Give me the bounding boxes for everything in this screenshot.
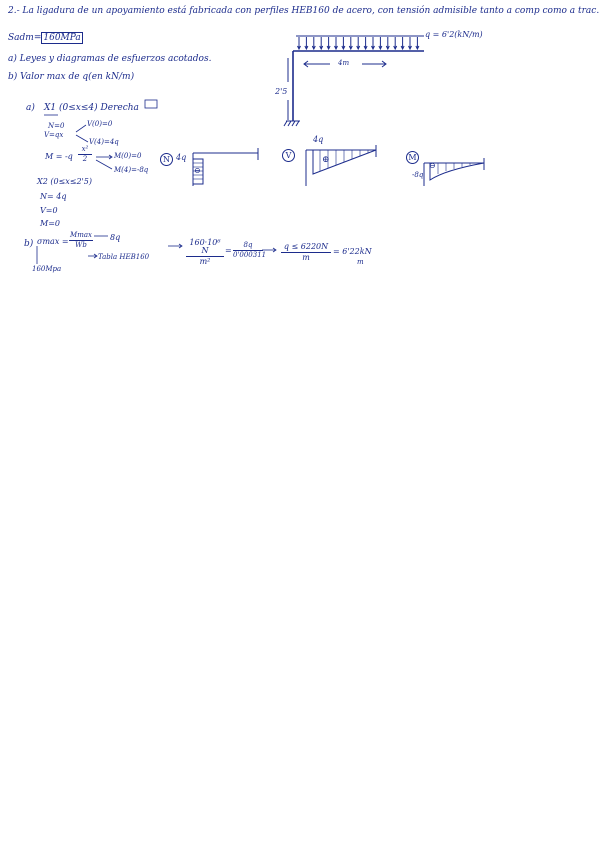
result-num: q ≤ 6220N <box>281 243 331 253</box>
calc-left-den: m² <box>199 257 211 266</box>
part-a-statement: a) Leyes y diagramas de esfuerzos acotados. <box>8 54 212 64</box>
calc-left-num: 160·10⁶ N <box>186 239 224 257</box>
m2-expr: M=0 <box>40 219 60 228</box>
n-diagram-value: 4q <box>176 153 187 162</box>
section-1-name: X1 <box>44 103 57 113</box>
m0-value: M(0)=0 <box>114 152 142 160</box>
part-b-statement: b) Valor max de q(en kN/m) <box>8 72 135 82</box>
sigma-label: σmax = <box>37 237 69 246</box>
result-den: m <box>302 253 310 262</box>
m-expr-den: 2 <box>82 155 88 163</box>
sigma-num: Mmax <box>70 231 92 239</box>
m-diagram-sign: ⊖ <box>429 161 436 170</box>
section-1-range: (0≤x≤4) <box>59 103 98 113</box>
v4-value: V(4)=4q <box>89 138 119 146</box>
part-b-heading: b) <box>24 239 34 249</box>
calc-left-fraction <box>186 239 224 266</box>
span-label: 4m <box>338 59 350 67</box>
v-diagram-value: 4q <box>313 135 324 144</box>
section-2-name: X2 <box>37 177 48 186</box>
v-expr: V=qx <box>44 131 64 139</box>
v-diagram-sign: ⊕ <box>322 155 330 165</box>
v2-expr: V=0 <box>40 206 58 215</box>
section-2-range: (0≤x≤2'5) <box>50 177 92 186</box>
height-label: 2'5 <box>275 87 288 96</box>
n2-expr: N= 4q <box>40 192 67 201</box>
mmax-value: 8q <box>110 233 121 242</box>
n1-expr: N=0 <box>48 122 65 130</box>
data-label: Sadm= <box>8 33 42 43</box>
result-value: = 6'22kN <box>333 247 372 256</box>
calc-right-den: 0'000311 <box>233 251 267 259</box>
v0-value: V(0)=0 <box>87 120 113 128</box>
result-fraction <box>281 243 331 262</box>
calc-right-num: 8q <box>233 242 263 251</box>
calc-right-fraction <box>233 241 267 259</box>
m-expr-left: M = -q <box>45 152 73 161</box>
stress-value: 160Mpa <box>32 265 62 273</box>
sigma-den: Wb <box>75 241 87 249</box>
n-diagram-label: N <box>160 153 173 166</box>
section-1-side: Derecha <box>100 103 139 113</box>
result-unit-den: m <box>357 258 364 266</box>
data-value: 160MPa <box>43 33 81 43</box>
n-diagram-sign: ⊖ <box>194 166 201 175</box>
m-diagram-value: -8q <box>412 171 424 179</box>
table-ref: Tabla HEB160 <box>98 253 150 261</box>
part-a-heading: a) <box>26 103 35 113</box>
m-expr-num: x² <box>78 146 92 155</box>
m4-value: M(4)=-8q <box>114 166 149 174</box>
load-label: q = 6'2(kN/m) <box>425 30 483 39</box>
problem-title: 2.- La ligadura de un apoyamiento está fabricada con perfiles HEB160 de acero, con tensión admisible tanto a comp como a trac. <box>8 6 600 16</box>
m-diagram-label: M <box>406 151 419 164</box>
v-diagram-label: V <box>282 149 295 162</box>
calc-equals: = <box>225 246 232 255</box>
